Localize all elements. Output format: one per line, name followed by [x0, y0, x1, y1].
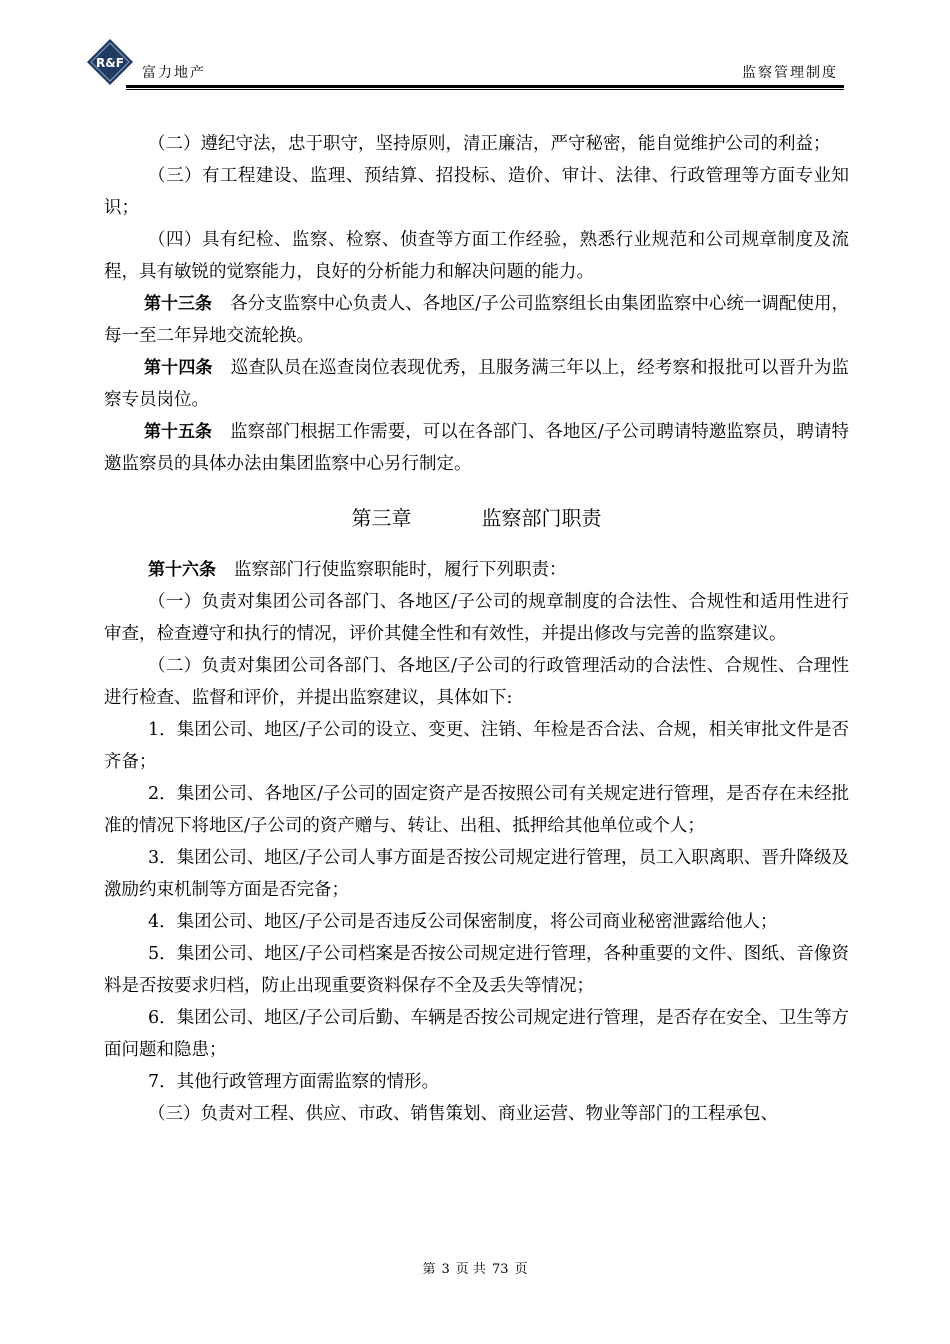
- article-15: [104, 416, 849, 480]
- footer-text: 页: [514, 1262, 528, 1277]
- list-item: 2．集团公司、各地区/子公司的固定资产是否按照公司有关规定进行管理，是否存在未经批准的情况下将地区/子公司的资产赠与、转让、出租、抵押给其他单位或个人；: [104, 784, 849, 836]
- page-header: [86, 38, 844, 90]
- rf-logo-icon: [86, 38, 134, 86]
- header-divider-thin: [126, 89, 844, 90]
- page-number: 3: [441, 1262, 450, 1277]
- list-item: 7．其他行政管理方面需监察的情形。: [148, 1072, 440, 1092]
- footer-text: 页 共: [455, 1262, 486, 1277]
- article-14: [104, 352, 849, 416]
- company-name: 富力地产: [142, 65, 206, 81]
- paragraph: （二）遵纪守法，忠于职守，坚持原则，清正廉洁，严守秘密，能自觉维护公司的利益；: [148, 134, 831, 154]
- article-label: 第十三条: [144, 294, 213, 314]
- list-item: 1．集团公司、地区/子公司的设立、变更、注销、年检是否合法、合规，相关审批文件是否齐备；: [104, 720, 849, 772]
- article-16: [104, 554, 849, 586]
- list-item: 6．集团公司、地区/子公司后勤、车辆是否按公司规定进行管理，是否存在安全、卫生等方面问题和隐患；: [104, 1008, 849, 1060]
- article-13: [104, 288, 849, 352]
- total-pages: 73: [491, 1262, 509, 1277]
- list-item: 5．集团公司、地区/子公司档案是否按公司规定进行管理，各种重要的文件、图纸、音像资料是否按要求归档，防止出现重要资料保存不全及丢失等情况；: [104, 944, 849, 996]
- article-label: 第十六条: [148, 560, 216, 580]
- article-text: 巡查队员在巡查岗位表现优秀，且服务满三年以上，经考察和报批可以晋升为监察专员岗位。: [104, 358, 850, 410]
- article-text: 各分支监察中心负责人、各地区/子公司监察组长由集团监察中心统一调配使用，每一至二年异地交流轮换。: [104, 294, 849, 346]
- article-text: 监察部门行使监察职能时，履行下列职责：: [234, 560, 567, 580]
- paragraph: （三）有工程建设、监理、预结算、招投标、造价、审计、法律、行政管理等方面专业知识；: [104, 166, 849, 218]
- header-divider: [126, 85, 844, 88]
- footer-text: 第: [422, 1262, 436, 1277]
- list-item: 4．集团公司、地区/子公司是否违反公司保密制度，将公司商业秘密泄露给他人；: [148, 912, 778, 932]
- article-label: 第十四条: [144, 358, 213, 378]
- paragraph: （二）负责对集团公司各部门、各地区/子公司的行政管理活动的合法性、合规性、合理性进行检查、监督和评价，并提出监察建议，具体如下:: [104, 656, 849, 708]
- chapter-number: 第三章: [351, 506, 412, 530]
- document-title: 监察管理制度: [742, 65, 838, 81]
- list-item: 3．集团公司、地区/子公司人事方面是否按公司规定进行管理，员工入职离职、晋升降级及激励约束机制等方面是否完备；: [104, 848, 849, 900]
- paragraph: （一）负责对集团公司各部门、各地区/子公司的规章制度的合法性、合规性和适用性进行审查，检查遵守和执行的情况，评价其健全性和有效性，并提出修改与完善的监察建议。: [104, 592, 849, 644]
- logo-text: R&F: [96, 56, 124, 70]
- chapter-title: 监察部门职责: [481, 506, 602, 530]
- paragraph: （三）负责对工程、供应、市政、销售策划、商业运营、物业等部门的工程承包、: [148, 1104, 778, 1124]
- article-label: 第十五条: [144, 422, 213, 442]
- page-footer: [0, 1258, 950, 1277]
- article-text: 监察部门根据工作需要，可以在各部门、各地区/子公司聘请特邀监察员，聘请特邀监察员的具体办法由集团监察中心另行制定。: [104, 422, 849, 474]
- paragraph: （四）具有纪检、监察、检察、侦查等方面工作经验，熟悉行业规范和公司规章制度及流程，具有敏锐的觉察能力，良好的分析能力和解决问题的能力。: [104, 230, 849, 282]
- chapter-heading: [104, 502, 849, 534]
- page-body: [104, 128, 849, 1130]
